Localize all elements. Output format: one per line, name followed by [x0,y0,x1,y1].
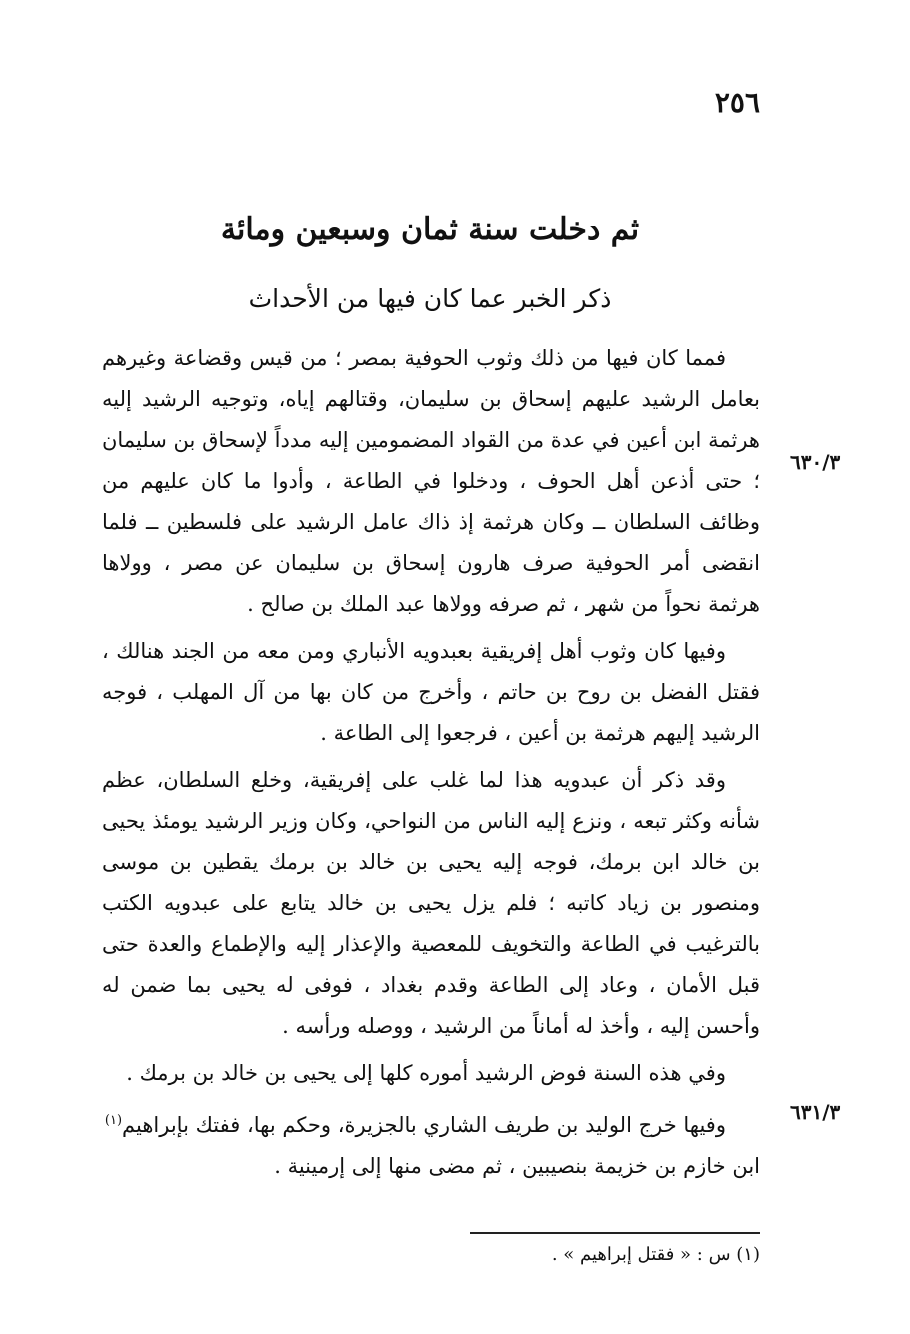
paragraph: وفي هذه السنة فوض الرشيد أموره كلها إلى يحيى بن خالد بن برمك . [126,1061,726,1085]
footnote-marker: (١) [104,1113,123,1128]
section-subtitle: ذكر الخبر عما كان فيها من الأحداث [248,284,612,313]
margin-reference: ٦٣٠/٣ [790,450,841,474]
footnote-divider [470,1232,760,1234]
paragraph: وفيها كان وثوب أهل إفريقية بعبدويه الأنباري ومن معه من الجند هنالك ، فقتل الفضل بن روح بن حاتم ، وأخرج من كان بها من آل المهلب ، فوجه الرشيد إليهم هرثمة بن أعين ، فرجعوا إلى الطاعة . [102,639,760,745]
body-text [102,338,760,1193]
chapter-title: ثم دخلت سنة ثمان وسبعين ومائة [220,212,640,247]
margin-reference: ٦٣١/٣ [790,1100,841,1124]
paragraph: فمما كان فيها من ذلك وثوب الحوفية بمصر ؛ من قيس وقضاعة وغيرهم بعامل الرشيد عليهم إسحاق بن سليمان، وقتالهم إياه، وتوجيه الرشيد إليه هرثمة ابن أعين في عدة من القواد المضمومين إليه مدداً لإسحاق بن سليمان ؛ حتى أذعن أهل الحوف ، ودخلوا في الطاعة ، وأدوا ما كان عليهم من وظائف السلطان ــ وكان هرثمة إذ ذاك عامل الرشيد على فلسطين ــ فلما انقضى أمر الحوفية صرف هارون إسحاق بن سليمان عن مصر ، وولاها هرثمة نحواً من شهر ، ثم صرفه وولاها عبد الملك بن صالح . [102,346,760,616]
paragraph: ابن خازم بن خزيمة بنصيبين ، ثم مضى منها إلى إرمينية . [274,1154,760,1178]
paragraph [102,1100,760,1146]
page-number: ٢٥٦ [714,86,760,119]
paragraph: وقد ذكر أن عبدويه هذا لما غلب على إفريقية، وخلع السلطان، عظم شأنه وكثر تبعه ، ونزع إليه الناس من النواحي، وكان وزير الرشيد يومئذ يحيى بن خالد ابن برمك، فوجه إليه يحيى بن خالد بن برمك يقطين بن موسى ومنصور بن زياد كاتبه ؛ فلم يزل يحيى بن خالد يتابع على عبدويه الكتب بالترغيب في الطاعة والتخويف للمعصية والإعذار إليه والإطماع والعدة حتى قبل الأمان ، وعاد إلى الطاعة وقدم بغداد ، فوفى له يحيى بما ضمن له وأحسن إليه ، وأخذ له أماناً من الرشيد ، ووصله ورأسه . [102,768,760,1038]
footnote: (١) س : « فقتل إبراهيم » . [551,1244,760,1265]
paragraph-text: وفيها خرج الوليد بن طريف الشاري بالجزيرة، وحكم بها، ففتك بإبراهيم [122,1113,726,1137]
